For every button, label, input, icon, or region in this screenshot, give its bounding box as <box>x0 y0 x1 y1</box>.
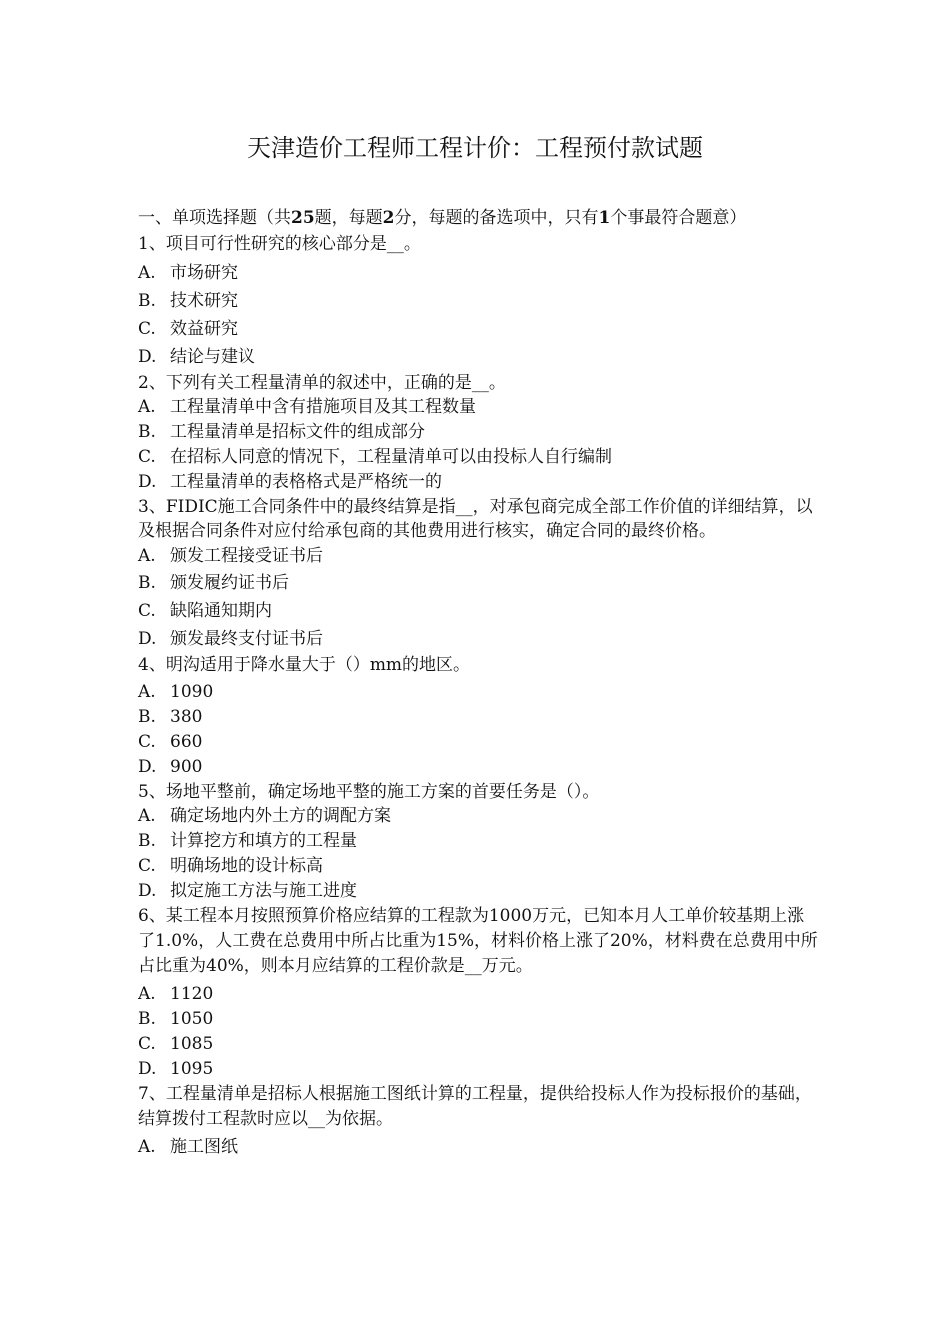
option-letter: A. <box>138 1137 156 1157</box>
option <box>138 1135 818 1160</box>
option-letter: C. <box>138 319 156 339</box>
question-7 <box>138 1082 818 1160</box>
option-text: 工程量清单是招标文件的组成部分 <box>170 422 425 442</box>
question-2 <box>138 371 818 495</box>
option <box>138 259 818 287</box>
question-6 <box>138 904 818 1082</box>
option <box>138 755 818 780</box>
section-heading-part: 个事最符合题意） <box>610 208 747 228</box>
option <box>138 395 818 420</box>
option-text: 效益研究 <box>170 319 238 339</box>
option-text: 确定场地内外土方的调配方案 <box>170 806 391 826</box>
option-text: 颁发履约证书后 <box>170 573 289 593</box>
option-text: 拟定施工方法与施工进度 <box>170 881 357 901</box>
option-letter: D. <box>138 347 157 367</box>
option-letter: A. <box>138 263 156 283</box>
option <box>138 879 818 904</box>
option-letter: A. <box>138 397 156 417</box>
option-text: 工程量清单中含有措施项目及其工程数量 <box>170 397 476 417</box>
option-text: 缺陷通知期内 <box>170 601 272 621</box>
question-4 <box>138 653 818 780</box>
question-stem: 6、某工程本月按照预算价格应结算的工程款为1000万元，已知本月人工单价较基期上涨了1.0%，人工费在总费用中所占比重为15%，材料价格上涨了20%，材料费在总费用中所占比重为40%，则本月应结算的工程价款是__万元。 <box>138 906 818 976</box>
option-letter: A. <box>138 806 156 826</box>
option <box>138 1032 818 1057</box>
answer-count: 1 <box>598 208 611 228</box>
section-heading-part: 分，每题的备选项中，只有 <box>394 208 599 228</box>
question-stem: 1、项目可行性研究的核心部分是__。 <box>138 234 421 254</box>
option <box>138 343 818 371</box>
option <box>138 570 818 597</box>
section-heading <box>138 206 818 230</box>
question-stem: 7、工程量清单是招标人根据施工图纸计算的工程量，提供给投标人作为投标报价的基础，结算拨付工程款时应以__为依据。 <box>138 1084 812 1129</box>
question-stem: 3、FIDIC施工合同条件中的最终结算是指__，对承包商完成全部工作价值的详细结算，以及根据合同条件对应付给承包商的其他费用进行核实，确定合同的最终价格。 <box>138 497 813 541</box>
option <box>138 470 818 495</box>
option-text: 技术研究 <box>170 291 238 311</box>
option-letter: B. <box>138 707 156 727</box>
option <box>138 625 818 653</box>
section-heading-part: 题，每题 <box>314 208 383 228</box>
option-letter: C. <box>138 856 156 876</box>
option-text: 900 <box>170 757 203 777</box>
option-text: 工程量清单的表格格式是严格统一的 <box>170 472 442 492</box>
option-letter: D. <box>138 757 157 777</box>
option <box>138 1007 818 1032</box>
option-text: 颁发工程接受证书后 <box>170 546 323 566</box>
option-letter: C. <box>138 601 156 621</box>
option <box>138 445 818 470</box>
option-letter: C. <box>138 1034 156 1054</box>
question-count: 25 <box>291 208 315 228</box>
option-letter: B. <box>138 291 156 311</box>
option <box>138 982 818 1007</box>
option-letter: D. <box>138 881 157 901</box>
option-letter: B. <box>138 573 156 593</box>
question-stem: 5、场地平整前，确定场地平整的施工方案的首要任务是（）。 <box>138 782 600 802</box>
option-text: 计算挖方和填方的工程量 <box>170 831 357 851</box>
question-stem: 4、明沟适用于降水量大于（）mm的地区。 <box>138 655 471 675</box>
option-text: 1050 <box>170 1009 214 1029</box>
option-text: 1090 <box>170 682 214 702</box>
option <box>138 680 818 705</box>
option-letter: A. <box>138 984 156 1004</box>
option-text: 明确场地的设计标高 <box>170 856 323 876</box>
option-letter: C. <box>138 447 156 467</box>
option-letter: B. <box>138 422 156 442</box>
option-text: 市场研究 <box>170 263 238 283</box>
option-letter: B. <box>138 831 156 851</box>
question-stem: 2、下列有关工程量清单的叙述中，正确的是__。 <box>138 373 506 393</box>
option-letter: D. <box>138 472 157 492</box>
option <box>138 287 818 315</box>
option-text: 380 <box>170 707 203 727</box>
option-text: 1085 <box>170 1034 214 1054</box>
option-text: 结论与建议 <box>170 347 255 367</box>
question-5 <box>138 780 818 904</box>
option-text: 1120 <box>170 984 214 1004</box>
option <box>138 854 818 879</box>
option-letter: D. <box>138 629 157 649</box>
option <box>138 804 818 829</box>
question-1 <box>138 232 818 371</box>
document-title: 天津造价工程师工程计价：工程预付款试题 <box>247 134 703 162</box>
option <box>138 420 818 445</box>
option <box>138 543 818 570</box>
question-3 <box>138 495 818 653</box>
document-body <box>138 206 818 1160</box>
option-text: 施工图纸 <box>170 1137 238 1157</box>
section-heading-part: 一、单项选择题（共 <box>138 208 291 228</box>
option <box>138 597 818 625</box>
option <box>138 705 818 730</box>
option-letter: D. <box>138 1059 157 1079</box>
option-letter: A. <box>138 682 156 702</box>
option-letter: B. <box>138 1009 156 1029</box>
option <box>138 315 818 343</box>
option <box>138 730 818 755</box>
option-letter: C. <box>138 732 156 752</box>
option-text: 颁发最终支付证书后 <box>170 629 323 649</box>
option <box>138 1057 818 1082</box>
option-letter: A. <box>138 546 156 566</box>
question-score: 2 <box>382 208 395 228</box>
option-text: 在招标人同意的情况下，工程量清单可以由投标人自行编制 <box>170 447 612 467</box>
option-text: 660 <box>170 732 203 752</box>
option-text: 1095 <box>170 1059 214 1079</box>
option <box>138 829 818 854</box>
